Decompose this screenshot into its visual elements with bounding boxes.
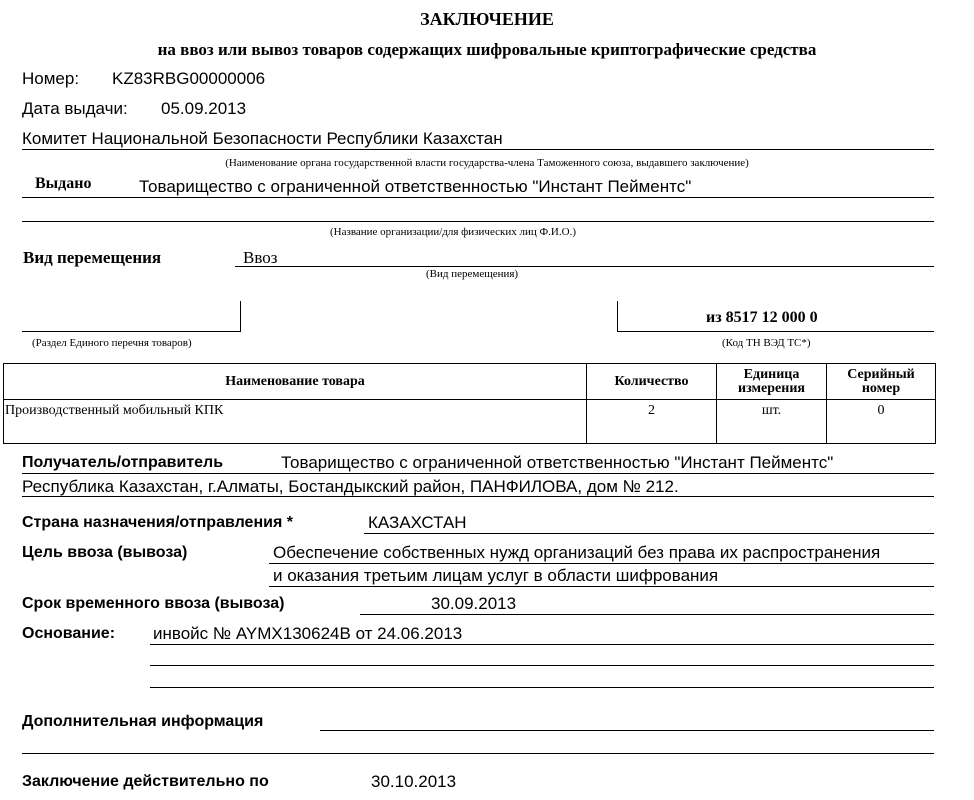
issuer-name: Комитет Национальной Безопасности Республики Казахстан (22, 129, 503, 148)
hs-box-side (617, 301, 618, 331)
header-serial: Серийный номер (827, 364, 936, 400)
goods-table (3, 363, 936, 444)
movement-label: Вид перемещения (23, 248, 162, 267)
basis-label: Основание: (22, 625, 116, 642)
section-box-bottom (22, 331, 241, 332)
table-row (4, 400, 936, 444)
term-value: 30.09.2013 (431, 594, 517, 613)
purpose-line-1: Обеспечение собственных нужд организаций без права их распространения (273, 543, 881, 562)
document-subtitle: на ввоз или вывоз товаров содержащих шифровальные криптографические средства (157, 40, 817, 59)
basis-underline-1 (150, 644, 934, 645)
recipient-label: Получатель/отправитель (22, 454, 224, 471)
country-underline (364, 533, 934, 534)
cell-quantity: 2 (587, 400, 717, 444)
purpose-underline-1 (269, 563, 934, 564)
header-product-name: Наименование товара (4, 364, 587, 400)
valid-until-label: Заключение действительно по (22, 773, 269, 790)
extra-info-underline-1 (320, 730, 934, 731)
date-value: 05.09.2013 (161, 99, 247, 118)
issuer-underline (22, 149, 934, 150)
number-value: KZ83RBG00000006 (112, 69, 266, 88)
header-quantity: Количество (587, 364, 717, 400)
extra-info-label: Дополнительная информация (22, 713, 264, 730)
valid-until-value: 30.10.2013 (371, 772, 457, 791)
hs-caption: (Код ТН ВЭД ТС*) (722, 337, 811, 349)
recipient-underline-1 (22, 473, 934, 474)
number-label: Номер: (22, 69, 80, 88)
issued-to-value: Товарищество с ограниченной ответственностью "Инстант Пейментс" (139, 177, 692, 196)
recipient-underline-2 (22, 496, 934, 497)
basis-value: инвойс № AYMX130624B от 24.06.2013 (153, 624, 463, 643)
movement-value: Ввоз (243, 248, 278, 267)
section-caption: (Раздел Единого перечня товаров) (32, 337, 192, 349)
issued-label: Выдано (35, 175, 92, 192)
purpose-label: Цель ввоза (вывоза) (22, 544, 188, 561)
movement-underline (235, 266, 934, 267)
cell-unit: шт. (717, 400, 827, 444)
issuer-caption: (Наименование органа государственной власти государства-члена Таможенного союза, выдавшего заключение) (225, 157, 749, 169)
hs-box-bottom (617, 331, 934, 332)
issued-underline-2 (22, 221, 934, 222)
extra-info-underline-2 (22, 753, 934, 754)
country-value: КАЗАХСТАН (368, 513, 467, 532)
basis-underline-3 (150, 687, 934, 688)
header-unit: Единица измерения (717, 364, 827, 400)
section-box-side (240, 301, 241, 331)
date-label: Дата выдачи: (22, 99, 128, 118)
recipient-line-2: Республика Казахстан, г.Алматы, Бостандыкский район, ПАНФИЛОВА, дом № 212. (22, 477, 679, 496)
document-title: ЗАКЛЮЧЕНИЕ (420, 9, 554, 29)
term-label: Срок временного ввоза (вывоза) (22, 595, 285, 612)
cell-product-name: Производственный мобильный КПК (4, 400, 587, 444)
issued-underline-1 (22, 197, 934, 198)
country-label: Страна назначения/отправления * (22, 514, 293, 531)
cell-serial: 0 (827, 400, 936, 444)
hs-code-value: из 8517 12 000 0 (706, 309, 818, 326)
goods-table-header (4, 364, 936, 400)
issued-caption: (Название организации/для физических лиц Ф.И.О.) (330, 226, 576, 238)
term-underline (360, 614, 934, 615)
basis-underline-2 (150, 665, 934, 666)
movement-caption: (Вид перемещения) (426, 268, 519, 280)
purpose-line-2: и оказания третьим лицам услуг в области шифрования (273, 566, 719, 585)
recipient-line-1: Товарищество с ограниченной ответственностью "Инстант Пейментс" (281, 453, 834, 472)
purpose-underline-2 (269, 586, 934, 587)
